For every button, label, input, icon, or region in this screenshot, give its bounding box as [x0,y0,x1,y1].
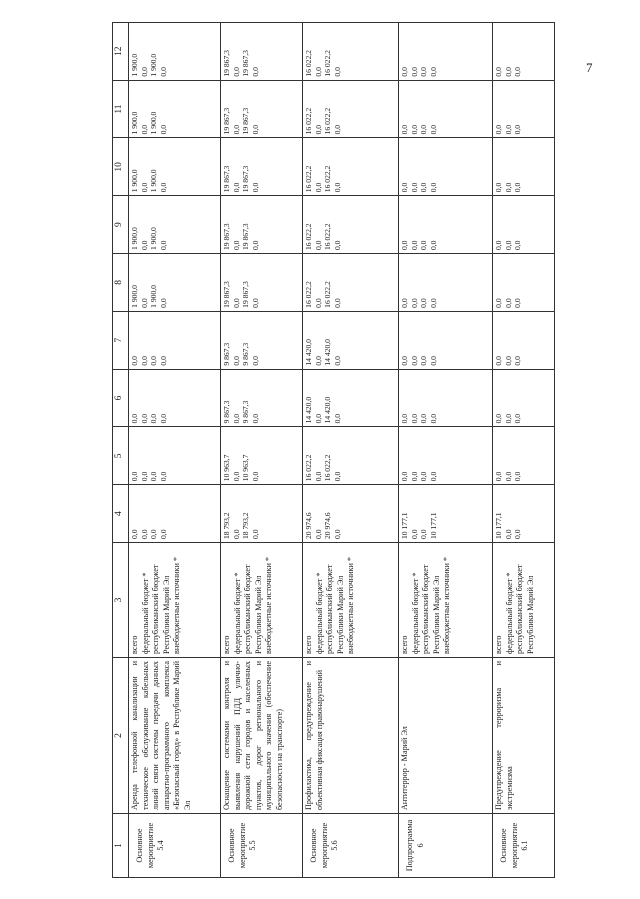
amount-value: 0,0 [494,471,503,482]
amount-value: 0,0 [409,124,419,135]
funding-source-label: внебюджетные источники * [264,557,273,654]
amount-value: 0,0 [159,356,169,366]
year-values-cell [221,80,303,138]
year-values-cell [399,138,493,196]
amount-value: 19 867,3 [222,281,231,308]
amount-value: 14 420,0 [304,339,313,366]
amount-value: 0,0 [333,413,343,424]
amount-value: 16 022,2 [323,107,333,135]
financing-table [112,22,555,878]
program-name-cell: Основное мероприятие 6.1 [493,814,555,878]
table-row [129,22,221,877]
year-values-cell [129,138,221,196]
amount-value: 0,0 [139,356,149,366]
amount-value: 1 900,0 [149,111,159,135]
year-values-cell [129,196,221,254]
amount-value: 0,0 [429,471,439,482]
program-name-cell: Основное мероприятие 5.5 [221,814,303,878]
funding-source-label: внебюджетные источники * [346,557,355,654]
year-values-cell [399,369,493,427]
amount-value: 0,0 [159,124,169,135]
amount-value: 9 867,3 [241,342,251,366]
funding-source-label: федеральный бюджет * [504,572,514,654]
year-values-cell [399,311,493,369]
year-values-cell [493,138,555,196]
table-row [493,22,555,877]
amount-value: 9 867,3 [222,400,231,424]
amount-value: 0,0 [494,182,503,193]
amount-value: 16 022,2 [304,50,313,77]
amount-value: 0,0 [251,298,261,308]
amount-value: 1 900,0 [149,169,159,193]
program-description-cell: Профилактика, предупреждение и объективная фиксация правонарушений [303,658,399,814]
year-values-cell [399,427,493,485]
funding-sources-cell [493,543,555,658]
year-values-cell [303,196,399,254]
amount-value: 0,0 [159,413,169,424]
amount-value: 0,0 [429,67,439,77]
year-values-cell [493,485,555,543]
amount-value: 0,0 [313,182,323,193]
year-values-cell [129,80,221,138]
amount-value: 0,0 [159,471,169,482]
amount-value: 0,0 [494,413,503,424]
year-values-cell [303,427,399,485]
program-description-cell: Оснащение системами контроля и выявления нарушений ПДД улично-дорожной сети городов и населенных пунктов, дорог регионального и муниципального значения (обеспечение безопасности на транспорте) [221,658,303,814]
amount-value: 0,0 [409,298,419,308]
year-values-cell [493,254,555,312]
amount-value: 16 022,2 [323,50,333,77]
amount-value: 0,0 [494,67,503,77]
column-header-4: 4 [113,485,129,543]
amount-value: 0,0 [251,67,261,77]
amount-value: 14 420,0 [304,396,313,424]
amount-value: 0,0 [313,124,323,135]
amount-value: 0,0 [503,298,513,308]
amount-value: 19 867,3 [222,107,231,135]
funding-source-label: всего [130,635,139,654]
amount-value: 0,0 [409,471,419,482]
amount-value: 0,0 [231,240,241,251]
year-values-cell [493,196,555,254]
column-header-5: 5 [113,427,129,485]
amount-value: 0,0 [159,67,169,77]
year-values-cell [129,311,221,369]
amount-value: 0,0 [429,182,439,193]
year-values-cell [303,369,399,427]
amount-value: 0,0 [503,182,513,193]
year-values-cell [399,485,493,543]
amount-value: 16 022,2 [323,454,333,482]
year-values-cell [221,22,303,80]
amount-value: 18 793,2 [222,512,231,539]
amount-value: 16 022,2 [323,165,333,193]
column-header-6: 6 [113,369,129,427]
amount-value: 0,0 [130,529,139,539]
table-row [399,22,493,877]
amount-value: 1 900,0 [130,285,139,308]
amount-value: 0,0 [419,529,429,539]
year-values-cell [221,254,303,312]
funding-source-label: республиканский бюджет Республики Марий Эл [421,564,441,654]
amount-value: 0,0 [419,124,429,135]
amount-value: 0,0 [400,413,409,424]
program-name-cell: Основное мероприятие 5.6 [303,814,399,878]
amount-value: 0,0 [503,67,513,77]
amount-value: 0,0 [139,124,149,135]
column-header-1: 1 [113,814,129,878]
amount-value: 0,0 [409,529,419,539]
year-values-cell [129,254,221,312]
amount-value: 0,0 [409,413,419,424]
amount-value: 0,0 [503,356,513,366]
year-values-cell [493,80,555,138]
funding-source-label: федеральный бюджет * [232,572,242,654]
amount-value: 0,0 [313,240,323,251]
amount-value: 0,0 [409,182,419,193]
year-values-cell [221,369,303,427]
amount-value: 16 022,2 [304,223,313,251]
funding-source-label: республиканский бюджет Республики Марий Эл [151,564,171,654]
amount-value: 0,0 [251,529,261,539]
amount-value: 0,0 [503,413,513,424]
amount-value: 0,0 [149,356,159,366]
amount-value: 19 867,3 [241,165,251,193]
amount-value: 0,0 [513,240,523,251]
amount-value: 0,0 [159,529,169,539]
amount-value: 16 022,2 [323,223,333,251]
column-header-2: 2 [113,658,129,814]
amount-value: 16 022,2 [304,454,313,482]
amount-value: 0,0 [409,67,419,77]
amount-value: 0,0 [429,413,439,424]
amount-value: 0,0 [313,471,323,482]
amount-value: 0,0 [494,240,503,251]
program-description-cell: Антитеррор - Марий Эл [399,658,493,814]
year-values-cell [303,22,399,80]
amount-value: 0,0 [513,124,523,135]
amount-value: 0,0 [251,182,261,193]
amount-value: 0,0 [231,298,241,308]
amount-value: 0,0 [231,471,241,482]
amount-value: 0,0 [313,529,323,539]
year-values-cell [303,80,399,138]
column-header-10: 10 [113,138,129,196]
year-values-cell [493,311,555,369]
amount-value: 10 177,1 [429,512,439,539]
table-row [303,22,399,877]
amount-value: 0,0 [409,356,419,366]
funding-source-label: всего [494,635,503,654]
amount-value: 0,0 [251,413,261,424]
amount-value: 0,0 [231,67,241,77]
amount-value: 0,0 [513,67,523,77]
funding-source-label: федеральный бюджет * [140,572,150,654]
amount-value: 0,0 [139,298,149,308]
year-values-cell [493,22,555,80]
amount-value: 10 177,1 [400,512,409,539]
amount-value: 1 900,0 [130,169,139,193]
amount-value: 0,0 [159,182,169,193]
amount-value: 0,0 [333,67,343,77]
amount-value: 0,0 [313,67,323,77]
amount-value: 16 022,2 [304,281,313,308]
funding-source-label: федеральный бюджет * [410,572,420,654]
column-header-12: 12 [113,22,129,80]
funding-source-label: республиканский бюджет Республики Марий Эл [325,564,345,654]
amount-value: 0,0 [513,298,523,308]
amount-value: 0,0 [313,298,323,308]
header-row [113,22,129,877]
funding-source-label: внебюджетные источники * [442,557,451,654]
amount-value: 0,0 [333,298,343,308]
amount-value: 0,0 [419,67,429,77]
table-row [221,22,303,877]
funding-sources-cell [303,543,399,658]
year-values-cell [129,485,221,543]
amount-value: 0,0 [494,124,503,135]
funding-source-label: всего [222,635,231,654]
amount-value: 0,0 [503,124,513,135]
amount-value: 0,0 [139,413,149,424]
year-values-cell [303,485,399,543]
amount-value: 1 900,0 [149,285,159,308]
amount-value: 20 974,6 [304,512,313,539]
year-values-cell [221,427,303,485]
amount-value: 0,0 [231,529,241,539]
amount-value: 0,0 [419,182,429,193]
amount-value: 0,0 [494,356,503,366]
year-values-cell [399,80,493,138]
financing-table-wrapper [112,23,567,878]
amount-value: 0,0 [231,182,241,193]
amount-value: 0,0 [313,356,323,366]
amount-value: 14 420,0 [323,339,333,366]
year-values-cell [493,427,555,485]
amount-value: 0,0 [513,413,523,424]
amount-value: 0,0 [400,356,409,366]
amount-value: 0,0 [149,471,159,482]
amount-value: 0,0 [231,413,241,424]
amount-value: 0,0 [419,413,429,424]
amount-value: 0,0 [333,124,343,135]
amount-value: 1 900,0 [149,227,159,251]
amount-value: 14 420,0 [323,396,333,424]
year-values-cell [129,369,221,427]
amount-value: 0,0 [139,182,149,193]
amount-value: 0,0 [400,471,409,482]
amount-value: 0,0 [251,124,261,135]
amount-value: 0,0 [400,124,409,135]
amount-value: 1 900,0 [130,53,139,77]
program-name-cell: Основное мероприятие 5.4 [129,814,221,878]
amount-value: 0,0 [333,356,343,366]
year-values-cell [399,254,493,312]
amount-value: 0,0 [130,413,139,424]
program-description-cell: Аренда телефонной канализации и техническое обслуживание кабельных линий связи системы передачи данных аппаратно-программного комплекса «Безопасный город» в Республике Марий Эл [129,658,221,814]
amount-value: 0,0 [139,529,149,539]
amount-value: 19 867,3 [241,107,251,135]
column-header-3: 3 [113,543,129,658]
table-body [129,22,555,877]
year-values-cell [129,427,221,485]
amount-value: 1 900,0 [130,111,139,135]
funding-source-label: внебюджетные источники * [172,557,181,654]
year-values-cell [303,254,399,312]
program-name-cell: Подпрограмма 6 [399,814,493,878]
funding-source-label: всего [304,635,313,654]
amount-value: 0,0 [400,67,409,77]
amount-value: 0,0 [130,356,139,366]
amount-value: 0,0 [400,240,409,251]
year-values-cell [399,22,493,80]
amount-value: 16 022,2 [304,165,313,193]
amount-value: 0,0 [513,529,523,539]
amount-value: 0,0 [494,298,503,308]
column-header-9: 9 [113,196,129,254]
amount-value: 1 900,0 [130,227,139,251]
amount-value: 0,0 [513,356,523,366]
amount-value: 0,0 [419,471,429,482]
amount-value: 0,0 [333,471,343,482]
amount-value: 0,0 [139,240,149,251]
amount-value: 20 974,6 [323,512,333,539]
year-values-cell [221,196,303,254]
amount-value: 0,0 [139,67,149,77]
amount-value: 0,0 [149,413,159,424]
year-values-cell [129,22,221,80]
amount-value: 0,0 [503,471,513,482]
amount-value: 9 867,3 [241,400,251,424]
year-values-cell [399,196,493,254]
amount-value: 0,0 [419,356,429,366]
amount-value: 19 867,3 [222,165,231,193]
amount-value: 0,0 [400,182,409,193]
column-header-8: 8 [113,254,129,312]
amount-value: 1 900,0 [149,53,159,77]
funding-source-label: федеральный бюджет * [314,572,324,654]
amount-value: 0,0 [251,240,261,251]
amount-value: 19 867,3 [241,50,251,77]
amount-value: 10 963,7 [222,454,231,482]
amount-value: 19 867,3 [222,223,231,251]
amount-value: 0,0 [149,529,159,539]
funding-source-label: всего [400,635,409,654]
column-header-11: 11 [113,80,129,138]
amount-value: 10 963,7 [241,454,251,482]
year-values-cell [493,369,555,427]
amount-value: 0,0 [419,298,429,308]
amount-value: 0,0 [333,240,343,251]
amount-value: 0,0 [231,356,241,366]
amount-value: 0,0 [400,298,409,308]
amount-value: 0,0 [333,529,343,539]
amount-value: 16 022,2 [304,107,313,135]
amount-value: 0,0 [429,124,439,135]
amount-value: 0,0 [251,356,261,366]
amount-value: 0,0 [333,182,343,193]
year-values-cell [303,311,399,369]
amount-value: 0,0 [159,298,169,308]
funding-source-label: республиканский бюджет Республики Марий Эл [515,564,535,654]
amount-value: 0,0 [251,471,261,482]
year-values-cell [303,138,399,196]
amount-value: 0,0 [503,240,513,251]
amount-value: 0,0 [429,240,439,251]
funding-source-label: республиканский бюджет Республики Марий Эл [243,564,263,654]
amount-value: 0,0 [130,471,139,482]
amount-value: 19 867,3 [241,223,251,251]
funding-sources-cell [221,543,303,658]
amount-value: 10 177,1 [494,512,503,539]
funding-sources-cell [129,543,221,658]
amount-value: 0,0 [231,124,241,135]
amount-value: 0,0 [409,240,419,251]
funding-sources-cell [399,543,493,658]
year-values-cell [221,485,303,543]
amount-value: 0,0 [159,240,169,251]
amount-value: 18 793,2 [241,512,251,539]
year-values-cell [221,311,303,369]
amount-value: 9 867,3 [222,342,231,366]
amount-value: 19 867,3 [222,50,231,77]
page-number: 7 [586,60,593,75]
amount-value: 0,0 [429,298,439,308]
amount-value: 0,0 [503,529,513,539]
amount-value: 0,0 [313,413,323,424]
program-description-cell: Предупреждение терроризма и экстремизма [493,658,555,814]
amount-value: 16 022,2 [323,281,333,308]
amount-value: 0,0 [513,471,523,482]
amount-value: 0,0 [419,240,429,251]
amount-value: 0,0 [139,471,149,482]
amount-value: 19 867,3 [241,281,251,308]
amount-value: 0,0 [429,356,439,366]
year-values-cell [221,138,303,196]
amount-value: 0,0 [513,182,523,193]
column-header-7: 7 [113,311,129,369]
